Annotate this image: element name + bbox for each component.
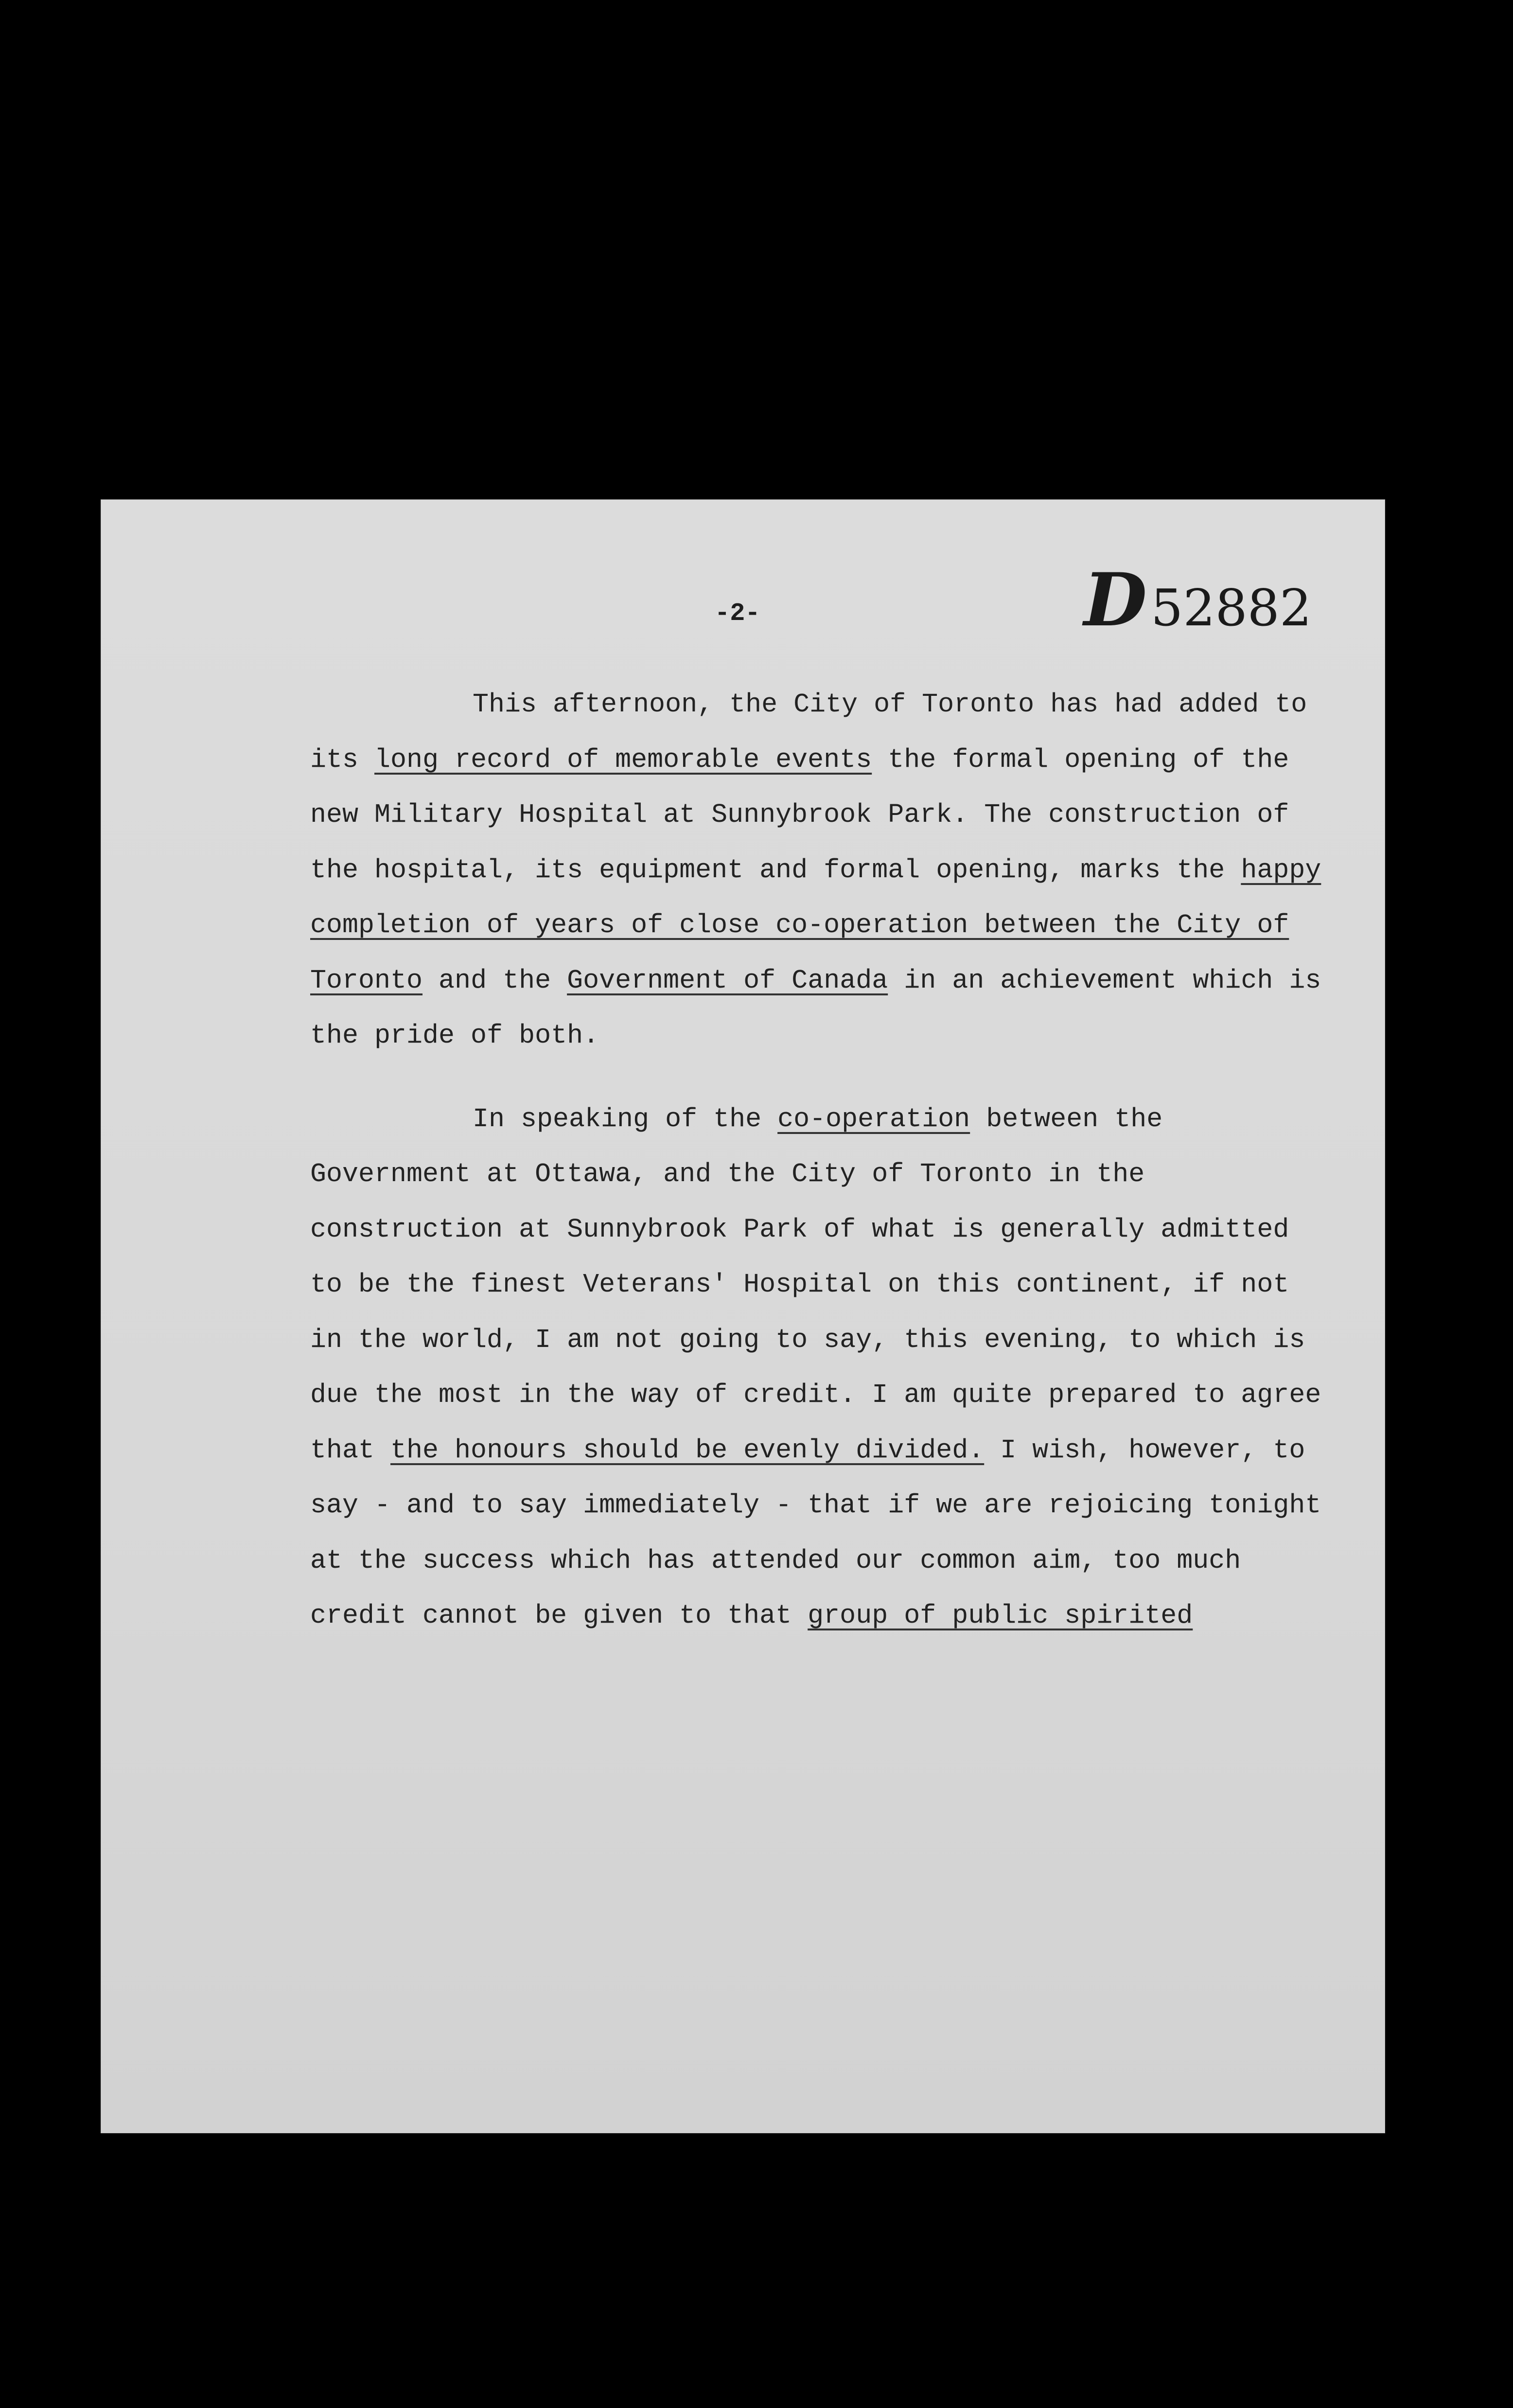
paragraph-1: [310, 677, 1331, 1063]
text-segment: between the Government at Ottawa, and the City of Toronto in the construction at Sunnybrook Park of what is generally admitted to be the finest Veterans' Hospital on this continent, if not in the world, I am not going to say, this evening, to which is due the most in the way of credit. I am quite prepared to agree that: [310, 1103, 1321, 1466]
text-segment: the formal opening of the new Military Hospital at Sunnybrook Park. The construction of the hospital, its equipment and formal opening, marks the: [310, 744, 1289, 885]
underlined-phrase: Government of Canada: [567, 965, 888, 996]
underlined-phrase: co-operation: [777, 1103, 970, 1134]
page-number: -2-: [715, 599, 760, 628]
document-page: [101, 500, 1385, 2133]
archive-reference-letter: D: [1084, 557, 1144, 643]
text-segment: in an achievement which is the pride of both.: [310, 965, 1321, 1051]
text-segment: I wish, however, to say - and to say immediately - that if we are rejoicing tonight at the success which has attended our common aim, too much credit cannot be given to that: [310, 1434, 1321, 1631]
text-segment: This afternoon, the City of Toronto has had added to its: [310, 689, 1307, 775]
underlined-phrase: the honours should be evenly divided.: [390, 1434, 985, 1466]
underlined-phrase: happy completion of years of close co-operation between the City of Toronto: [310, 854, 1321, 996]
text-segment: and the: [422, 965, 567, 996]
text-segment: In speaking of the: [473, 1103, 778, 1134]
archive-reference-number: 52882: [1151, 578, 1312, 637]
underlined-phrase: group of public spirited: [808, 1600, 1193, 1631]
archive-reference-stamp: [1084, 557, 1312, 643]
body-text: [310, 677, 1331, 1644]
underlined-phrase: long record of memorable events: [374, 744, 872, 775]
paragraph-2: [310, 1092, 1331, 1644]
